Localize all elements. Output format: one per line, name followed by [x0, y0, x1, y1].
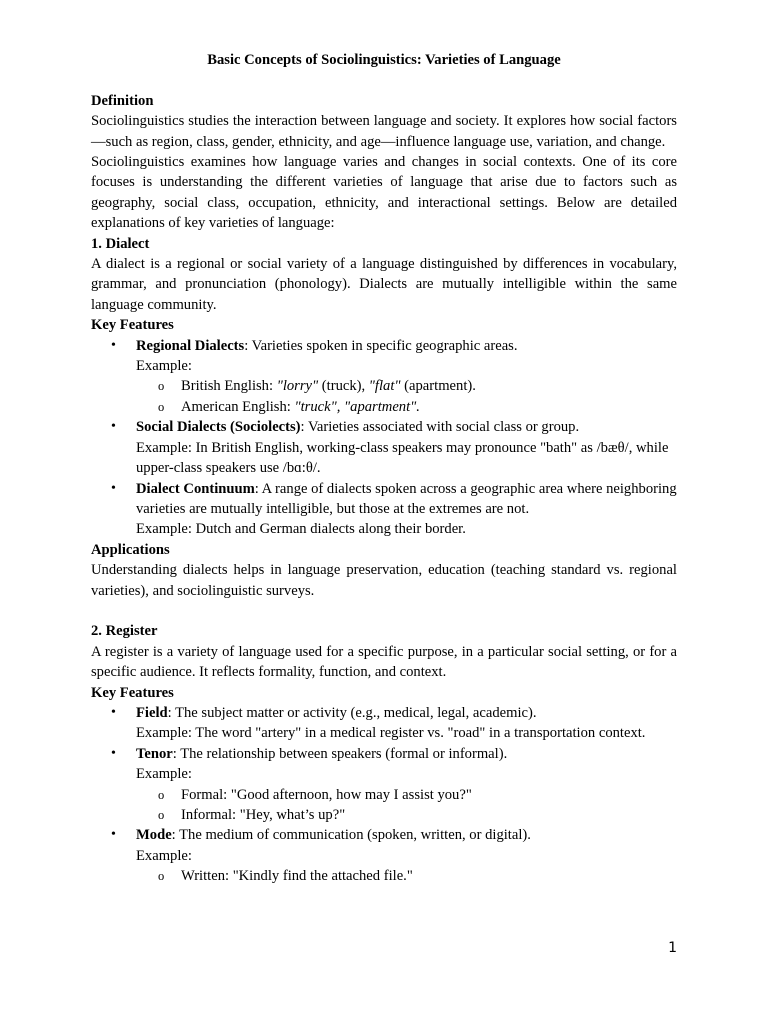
page-number: 1: [668, 940, 677, 956]
list-item-social-dialects: [91, 417, 677, 478]
dialect-heading: 1. Dialect: [91, 235, 150, 252]
document-page: [91, 50, 677, 887]
term-tenor: Tenor: [136, 745, 173, 762]
list-item-informal: [136, 805, 677, 825]
regional-dialects-line: [136, 336, 677, 356]
bullet-icon: •: [111, 337, 116, 353]
list-item-british-english: [136, 376, 677, 396]
register-features-list: [91, 703, 677, 887]
dialect-continuum-desc: : A range of dialects spoken across a geographic area where neighboring varieties are mutually intelligible, but those at the extremes are not.: [136, 480, 677, 517]
word-lorry: "lorry": [276, 378, 319, 395]
spacer: [91, 601, 677, 621]
continuum-example: Example: Dutch and German dialects along their border.: [136, 521, 466, 538]
term-social-dialects: Social Dialects (Sociolects): [136, 419, 301, 436]
mode-line: [136, 825, 677, 845]
dialect-features-heading: Key Features: [91, 317, 174, 334]
sub-bullet-icon: o: [158, 379, 165, 394]
british-post: (apartment).: [400, 378, 476, 395]
written-example: Written: "Kindly find the attached file.": [181, 868, 413, 885]
register-heading: 2. Register: [91, 623, 158, 640]
list-item-field: [91, 703, 677, 744]
sub-bullet-icon: o: [158, 787, 165, 802]
term-field: Field: [136, 704, 168, 721]
informal-example: Informal: "Hey, what’s up?": [181, 807, 346, 823]
list-item-written: [136, 866, 677, 886]
american-words: "truck", "apartment".: [294, 398, 420, 415]
list-item-american-english: [136, 397, 677, 417]
dialect-paragraph: A dialect is a regional or social variety of a language distinguished by differences in vocabulary, grammar, and pronunciation (phonology). Dialects are mutually intelligible within the same language community.: [91, 256, 677, 313]
american-label: American English:: [181, 398, 295, 415]
regional-example-label: Example:: [136, 358, 192, 375]
term-dialect-continuum: Dialect Continuum: [136, 480, 255, 497]
applications-heading: Applications: [91, 541, 170, 558]
sub-bullet-icon: o: [158, 399, 165, 414]
list-item-formal: [136, 785, 677, 805]
sub-bullet-icon: o: [158, 808, 165, 822]
bullet-icon: •: [111, 480, 116, 496]
bullet-icon: •: [111, 704, 116, 720]
sub-bullet-icon: o: [158, 869, 165, 884]
term-regional-dialects: Regional Dialects: [136, 337, 245, 354]
field-desc: : The subject matter or activity (e.g., medical, legal, academic).: [167, 704, 537, 721]
register-paragraph: A register is a variety of language used for a specific purpose, in a particular social setting, or for a specific audience. It reflects formality, function, and context.: [91, 643, 677, 681]
bullet-icon: •: [111, 419, 116, 435]
social-dialects-desc: : Varieties associated with social class or group.: [300, 419, 580, 436]
formal-example: Formal: "Good afternoon, how may I assist you?": [181, 786, 472, 803]
register-features-heading: Key Features: [91, 684, 174, 701]
term-mode: Mode: [136, 827, 172, 844]
dialect-continuum-line: [136, 479, 677, 520]
tenor-examples-list: [136, 785, 677, 826]
tenor-line: [136, 744, 677, 764]
social-example: Example: In British English, working-class speakers may pronounce "bath" as /bæθ/, while upper-class speakers use /bɑ:θ/.: [136, 439, 669, 477]
applications-paragraph: Understanding dialects helps in language preservation, education (teaching standard vs. regional varieties), and sociolinguistic surveys.: [91, 562, 677, 599]
definition-heading: Definition: [91, 92, 154, 109]
document-title: Basic Concepts of Sociolinguistics: Varieties of Language: [207, 52, 561, 68]
list-item-mode: [91, 825, 677, 886]
mode-example-label: Example:: [136, 847, 192, 864]
bullet-icon: •: [111, 827, 116, 843]
tenor-example-label: Example:: [136, 766, 192, 783]
bullet-icon: •: [111, 745, 116, 761]
dialect-features-list: [91, 336, 677, 540]
british-label: British English:: [181, 378, 277, 395]
word-flat: "flat": [368, 378, 401, 395]
definition-paragraph-1: Sociolinguistics studies the interaction between language and society. It explores how social factors—such as region, class, gender, ethnicity, and age—influence language use, variation, and change.: [91, 113, 677, 150]
field-example: Example: The word "artery" in a medical register vs. "road" in a transportation context.: [136, 725, 646, 742]
british-mid: (truck),: [318, 378, 369, 395]
regional-examples-list: [136, 376, 677, 417]
list-item-tenor: [91, 744, 677, 826]
mode-desc: : The medium of communication (spoken, written, or digital).: [171, 827, 531, 844]
mode-examples-list: [136, 866, 677, 886]
definition-paragraph-2: Sociolinguistics examines how language varies and changes in social contexts. One of its core focuses is understanding the different varieties of language that arise due to factors such as geography, social class, occupation, ethnicity, and interactional settings. Below are detailed explanations of key varieties of language:: [91, 154, 677, 232]
social-dialects-line: [136, 417, 677, 437]
list-item-dialect-continuum: [91, 479, 677, 540]
list-item-regional-dialects: [91, 336, 677, 418]
regional-dialects-desc: : Varieties spoken in specific geographic areas.: [244, 337, 518, 354]
tenor-desc: : The relationship between speakers (formal or informal).: [172, 745, 508, 762]
field-line: [136, 703, 677, 723]
